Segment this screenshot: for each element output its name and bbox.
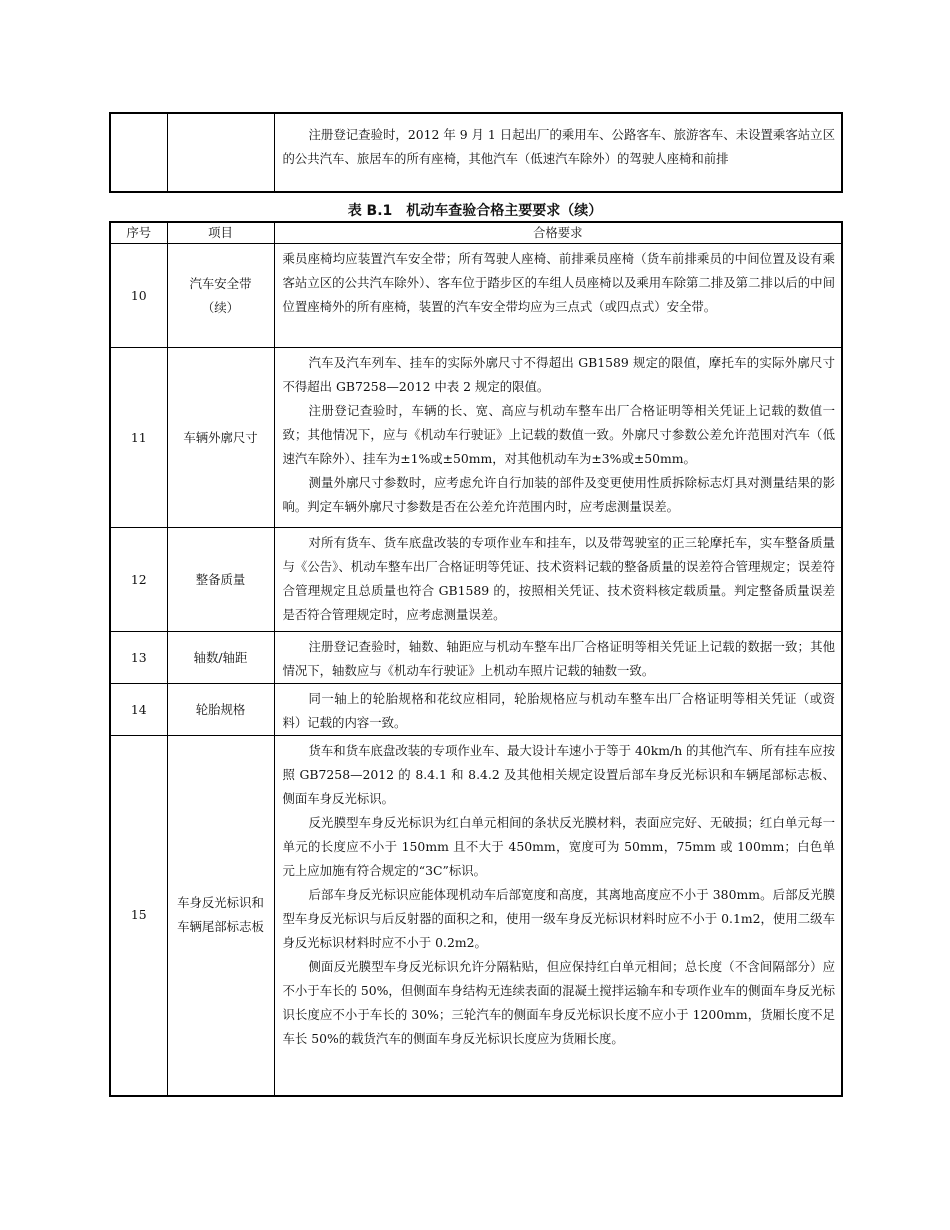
requirement-paragraph: 注册登记查验时，轴数、轴距应与机动车整车出厂合格证明等相关凭证上记载的数据一致；其他情况下，轴数应与《机动车行驶证》上机动车照片记载的轴数一致。 [282, 639, 835, 678]
row-item: 整备质量 [167, 528, 274, 632]
table-row [110, 528, 842, 632]
requirement-paragraph: 侧面反光膜型车身反光标识允许分隔粘贴，但应保持红白单元相间；总长度（不含间隔部分）应不小于车长的 50%，但侧面车身结构无连续表面的混凝土搅拌运输车和专项作业车的侧面车身反光标识长度应不小于车长的 30%；三轮汽车的侧面车身反光标识长度不应小于 1200mm，货厢长度不足车长 50%的载货汽车的侧面车身反光标识长度应为货厢长度。 [282, 959, 835, 1046]
row-item: 轮胎规格 [167, 684, 274, 736]
requirement-paragraph: 反光膜型车身反光标识为红白单元相间的条状反光膜材料，表面应完好、无破损；红白单元每一单元的长度应不小于 150mm 且不大于 450mm，宽度可为 50mm，75mm 或 100mm；白色单元上应加施有符合规定的“3C”标识。 [282, 815, 835, 878]
row-num: 11 [110, 348, 167, 528]
requirement-paragraph: 同一轴上的轮胎规格和花纹应相同，轮胎规格应与机动车整车出厂合格证明等相关凭证（或资料）记载的内容一致。 [282, 691, 835, 730]
requirement-paragraph: 测量外廓尺寸参数时，应考虑允许自行加装的部件及变更使用性质拆除标志灯具对测量结果的影响。判定车辆外廓尺寸参数是否在公差允许范围内时，应考虑测量误差。 [282, 475, 835, 514]
requirement-paragraph: 注册登记查验时，车辆的长、宽、高应与机动车整车出厂合格证明等相关凭证上记载的数值一致；其他情况下，应与《机动车行驶证》上记载的数值一致。外廓尺寸参数公差允许范围对汽车（低速汽车除外）、挂车为±1%或±50mm，对其他机动车为±3%或±50mm。 [282, 403, 835, 466]
table-row [110, 632, 842, 684]
table-row [110, 348, 842, 528]
row-num: 15 [110, 736, 167, 1096]
num-cell [110, 113, 167, 192]
row-item: 轴数/轴距 [167, 632, 274, 684]
requirement-text: 注册登记查验时，2012 年 9 月 1 日起出厂的乘用车、公路客车、旅游客车、未设置乘客站立区的公共汽车、旅居车的所有座椅，其他汽车（低速汽车除外）的驾驶人座椅和前排 [282, 127, 835, 166]
requirement-cell [274, 113, 842, 192]
row-num: 14 [110, 684, 167, 736]
item-cell [167, 113, 274, 192]
row-requirement [274, 736, 842, 1096]
continued-table [109, 112, 843, 193]
header-row [110, 222, 842, 244]
header-item: 项目 [167, 222, 274, 244]
requirements-table [109, 221, 843, 1097]
table-row [110, 684, 842, 736]
row-requirement [274, 632, 842, 684]
row-item: 车身反光标识和车辆尾部标志板 [167, 736, 274, 1096]
row-num: 10 [110, 244, 167, 348]
table-caption: 表 B.1 机动车查验合格主要要求（续） [347, 203, 603, 219]
table-row [110, 736, 842, 1096]
header-requirement: 合格要求 [274, 222, 842, 244]
row-num: 13 [110, 632, 167, 684]
requirement-paragraph: 乘员座椅均应装置汽车安全带；所有驾驶人座椅、前排乘员座椅（货车前排乘员的中间位置及设有乘客站立区的公共汽车除外）、客车位于踏步区的车组人员座椅以及乘用车除第二排及第二排以后的中间位置座椅外的所有座椅，装置的汽车安全带均应为三点式（或四点式）安全带。 [282, 251, 835, 314]
requirement-paragraph: 汽车及汽车列车、挂车的实际外廓尺寸不得超出 GB1589 规定的限值，摩托车的实际外廓尺寸不得超出 GB7258—2012 中表 2 规定的限值。 [282, 355, 835, 394]
row-requirement [274, 244, 842, 348]
header-num: 序号 [110, 222, 167, 244]
table-row [110, 113, 842, 192]
requirement-paragraph: 后部车身反光标识应能体现机动车后部宽度和高度，其离地高度应不小于 380mm。后部反光膜型车身反光标识与后反射器的面积之和，使用一级车身反光标识材料时应不小于 0.1m2，使用二级车身反光标识材料时应不小于 0.2m2。 [282, 887, 835, 950]
row-item: 汽车安全带（续） [167, 244, 274, 348]
row-requirement [274, 528, 842, 632]
row-requirement [274, 684, 842, 736]
row-num: 12 [110, 528, 167, 632]
table-row [110, 244, 842, 348]
row-item: 车辆外廓尺寸 [167, 348, 274, 528]
requirement-paragraph: 货车和货车底盘改装的专项作业车、最大设计车速小于等于 40km/h 的其他汽车、所有挂车应按照 GB7258—2012 的 8.4.1 和 8.4.2 及其他相关规定设置后部车身反光标识和车辆尾部标志板、侧面车身反光标识。 [282, 743, 835, 806]
row-requirement [274, 348, 842, 528]
requirement-paragraph: 对所有货车、货车底盘改装的专项作业车和挂车，以及带驾驶室的正三轮摩托车，实车整备质量与《公告》、机动车整车出厂合格证明等凭证、技术资料记载的整备质量的误差符合管理规定；误差符合管理规定且总质量也符合 GB1589 的，按照相关凭证、技术资料核定载质量。判定整备质量误差是否符合管理规定时，应考虑测量误差。 [282, 535, 835, 622]
